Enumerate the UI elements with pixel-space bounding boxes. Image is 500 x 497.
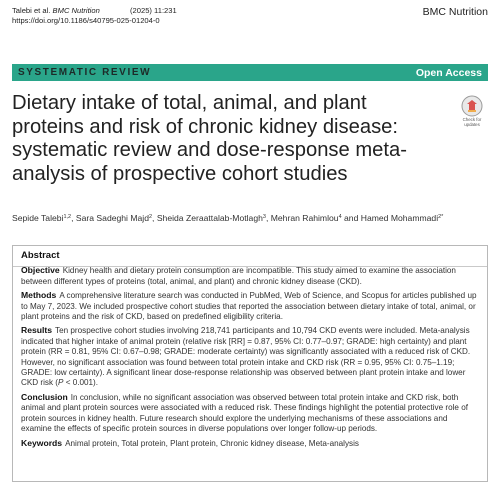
- abstract-keywords: [21, 438, 479, 449]
- abstract-box: [12, 245, 488, 482]
- abstract-objective: [21, 265, 479, 287]
- article-meta: [12, 6, 177, 26]
- article-type: SYSTEMATIC REVIEW: [18, 67, 152, 78]
- article-type-banner: [12, 64, 488, 81]
- author-name[interactable]: Sheida Zeraattalab-Motlagh: [156, 213, 263, 223]
- abstract-methods: [21, 290, 479, 322]
- author-name[interactable]: Mehran Rahimlou: [270, 213, 339, 223]
- abstract-conclusion: [21, 392, 479, 435]
- article-title: Dietary intake of total, animal, and plant proteins and risk of chronic kidney disease: systematic review and dose-response meta-analysis of prospective cohort studies: [12, 92, 407, 185]
- section-text: A comprehensive literature search was conducted in PubMed, Web of Science, and Scopus for articles published up to May 7, 2023. We included prospective cohort studies that reported the association between dietary intake of total, animal, or plant proteins and the risk of CKD, based on predefined eligibility criteria.: [21, 291, 477, 322]
- author-separator: ,: [152, 213, 157, 223]
- doi-link[interactable]: https://doi.org/10.1186/s40795-025-01204-0: [12, 16, 160, 25]
- journal-name: BMC Nutrition: [422, 6, 488, 18]
- section-label: Results: [21, 325, 53, 336]
- abstract-results: [21, 325, 479, 388]
- author-name[interactable]: Sara Sadeghi Majd: [75, 213, 149, 223]
- section-label: Objective: [21, 265, 60, 276]
- section-text-end: < 0.001).: [63, 378, 98, 388]
- check-for-updates-icon: [461, 95, 483, 117]
- year-volume: (2025) 11:231: [130, 6, 177, 15]
- author-affiliation-sup: 4: [338, 214, 342, 220]
- author-affiliation-sup: 2: [148, 214, 153, 220]
- abstract-divider: [13, 266, 487, 267]
- section-text: Kidney health and dietary protein consumption are incompatible. This study aimed to examine the association between different types of proteins (total, animal, and plant) and chronic kidney disease (CKD).: [21, 266, 456, 286]
- citation-line: [12, 6, 177, 16]
- section-text: Ten prospective cohort studies involving 218,741 participants and 10,794 CKD events were included. Meta-analysis indicated that higher intake of animal protein (relative risk [RR] = 0.87, 95% CI: 0.77–0.97; GRADE: high certainty) and plant protein (RR = 0.81, 95% CI: 0.67–0.98; GRADE: moderate certainty) was significantly associated with a reduced risk of CKD. However, no significant association was found between total protein intake and CKD risk (RR = 0.95, 95% CI: 0.75–1.19; GRADE: low certainty). A significant linear dose-response relationship was observed between plant protein intake and lower CKD risk (: [21, 326, 471, 388]
- check-for-updates-badge[interactable]: [458, 95, 486, 129]
- author-name[interactable]: Sepide Talebi: [12, 213, 64, 223]
- author-list: [12, 213, 492, 224]
- abstract-heading: Abstract: [21, 250, 60, 261]
- authors-short: Talebi et al.: [12, 6, 51, 15]
- author-separator: and: [341, 213, 361, 223]
- p-value-symbol: P: [58, 378, 64, 388]
- section-label: Methods: [21, 290, 57, 301]
- author-affiliation-sup: 1,2: [63, 214, 72, 220]
- open-access-label[interactable]: Open Access: [415, 66, 482, 79]
- author-separator: ,: [265, 213, 271, 223]
- author-separator: ,: [71, 213, 76, 223]
- section-label: Keywords: [21, 437, 63, 448]
- section-text: Animal protein, Total protein, Plant protein, Chronic kidney disease, Meta-analysis: [65, 438, 359, 448]
- journal-short: BMC Nutrition: [52, 6, 100, 15]
- badge-label: Check for updates: [462, 117, 482, 127]
- section-text: In conclusion, while no significant association was observed between total protein intake and CKD risk, both animal and plant protein sources were associated with a reduced risk. These findings highlight the potential protective role of protein sources in kidney health. Future research should explore the underlying mechanisms of these associations and examine the effects of specific protein sources in diverse populations over longer follow-up periods.: [21, 392, 468, 434]
- section-label: Conclusion: [21, 391, 68, 402]
- author-affiliation-sup: 3: [262, 214, 266, 220]
- author-name[interactable]: Hamed Mohammadi: [360, 213, 439, 223]
- author-affiliation-sup: 2*: [438, 214, 444, 220]
